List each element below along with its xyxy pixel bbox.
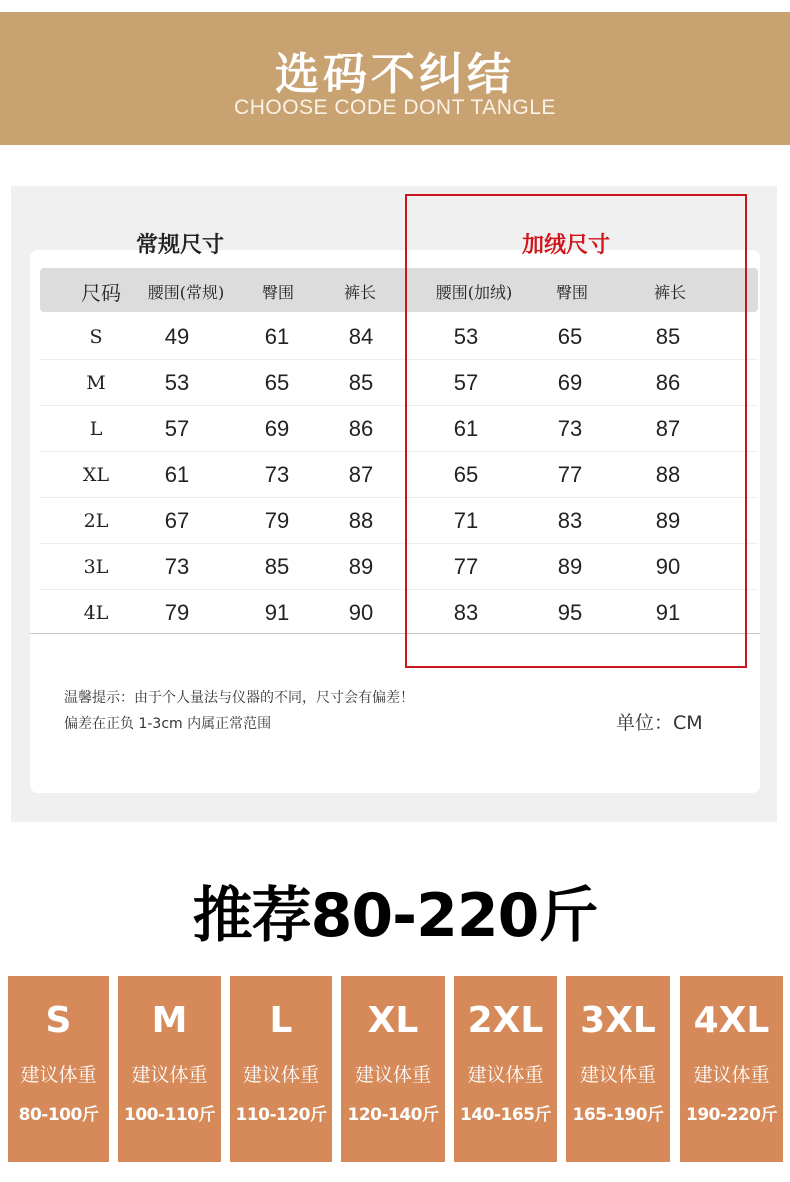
tile-weight-range: 80-100斤: [18, 1105, 99, 1125]
size-code-cell: 3L: [83, 556, 109, 578]
banner-subtitle: CHOOSE CODE DONT TANGLE: [234, 96, 556, 119]
tip-line-1: 温馨提示：由于个人量法与仪器的不同，尺寸会有偏差！: [64, 690, 414, 706]
banner-title: 选码不纠结: [275, 49, 515, 100]
header-banner: [0, 12, 790, 145]
fleece-size-title: 加绒尺寸: [522, 232, 611, 258]
size-code-cell: 4L: [83, 602, 109, 624]
tile-weight-range: 165-190斤: [572, 1105, 664, 1125]
measurement-cell: 88: [655, 462, 681, 487]
measurement-cell: 79: [264, 508, 290, 533]
measurement-cell: 86: [655, 370, 681, 395]
measurement-cell: 85: [348, 370, 374, 395]
measurement-cell: 87: [348, 462, 374, 487]
size-weight-tile: [118, 976, 221, 1162]
tile-weight-label: 建议体重: [20, 1064, 97, 1086]
measurement-cell: 85: [655, 324, 681, 349]
measurement-cell: 86: [348, 416, 374, 441]
size-weight-tile: [454, 976, 557, 1162]
tile-weight-label: 建议体重: [467, 1064, 544, 1086]
measurement-cell: 90: [655, 554, 681, 579]
tile-weight-range: 110-120斤: [235, 1105, 327, 1125]
fleece-highlight-box: [405, 194, 747, 668]
measurement-cell: 71: [453, 508, 479, 533]
measurement-cell: 57: [453, 370, 479, 395]
normal-size-title: 常规尺寸: [136, 232, 225, 258]
tile-size-code: L: [269, 1000, 293, 1041]
measurement-cell: 77: [453, 554, 479, 579]
unit-label: 单位：CM: [616, 712, 703, 734]
measurement-cell: 91: [655, 600, 681, 625]
header-waist-fleece: 腰围(加绒): [435, 283, 513, 302]
measurement-cell: 69: [264, 416, 290, 441]
tile-size-code: 2XL: [467, 1000, 544, 1041]
measurement-cell: 53: [453, 324, 479, 349]
header-length-fleece: 裤长: [653, 283, 687, 302]
measurement-cell: 89: [348, 554, 374, 579]
measurement-cell: 73: [264, 462, 290, 487]
measurement-cell: 89: [655, 508, 681, 533]
tile-size-code: 4XL: [693, 1000, 770, 1041]
tip-line-2: 偏差在正负 1-3cm 内属正常范围: [64, 716, 272, 732]
tile-weight-label: 建议体重: [131, 1064, 208, 1086]
measurement-cell: 91: [264, 600, 290, 625]
measurement-cell: 57: [164, 416, 190, 441]
size-weight-tile: [680, 976, 783, 1162]
size-code-cell: 2L: [83, 510, 109, 532]
size-code-cell: XL: [82, 464, 110, 486]
measurement-cell: 61: [453, 416, 479, 441]
header-length-normal: 裤长: [343, 283, 377, 302]
measurement-cell: 89: [557, 554, 583, 579]
measurement-cell: 67: [164, 508, 190, 533]
header-size: 尺码: [81, 281, 121, 305]
size-weight-tile: [8, 976, 109, 1162]
tile-size-code: 3XL: [580, 1000, 656, 1041]
tile-weight-label: 建议体重: [579, 1064, 656, 1086]
measurement-cell: 84: [348, 324, 374, 349]
measurement-cell: 61: [164, 462, 190, 487]
measurement-cell: 61: [264, 324, 290, 349]
tile-weight-label: 建议体重: [693, 1064, 770, 1086]
tile-weight-range: 120-140斤: [347, 1105, 439, 1125]
size-code-cell: S: [89, 326, 103, 348]
tile-size-code: XL: [367, 1000, 419, 1041]
tile-weight-range: 140-165斤: [459, 1105, 552, 1125]
measurement-cell: 49: [164, 324, 190, 349]
measurement-cell: 79: [164, 600, 190, 625]
measurement-cell: 73: [557, 416, 583, 441]
tile-weight-range: 190-220斤: [685, 1105, 778, 1125]
recommend-weight-heading: 推荐80-220斤: [192, 881, 598, 951]
size-weight-tile: [566, 976, 670, 1162]
size-code-cell: M: [86, 372, 106, 394]
measurement-cell: 77: [557, 462, 583, 487]
measurement-cell: 69: [557, 370, 583, 395]
measurement-cell: 53: [164, 370, 190, 395]
size-code-cell: L: [89, 418, 103, 440]
tile-weight-range: 100-110斤: [123, 1105, 216, 1125]
measurement-cell: 90: [348, 600, 374, 625]
measurement-cell: 88: [348, 508, 374, 533]
measurement-cell: 83: [453, 600, 479, 625]
tile-size-code: S: [45, 1000, 72, 1041]
tile-weight-label: 建议体重: [354, 1064, 431, 1086]
measurement-cell: 83: [557, 508, 583, 533]
header-waist-normal: 腰围(常规): [147, 283, 225, 302]
measurement-cell: 85: [264, 554, 290, 579]
tile-weight-label: 建议体重: [242, 1064, 319, 1086]
measurement-cell: 73: [164, 554, 190, 579]
measurement-cell: 65: [453, 462, 479, 487]
header-hip-fleece: 臀围: [555, 283, 589, 302]
header-hip-normal: 臀围: [261, 283, 295, 302]
tile-size-code: M: [151, 1000, 188, 1041]
measurement-cell: 95: [557, 600, 583, 625]
measurement-cell: 87: [655, 416, 681, 441]
measurement-cell: 65: [557, 324, 583, 349]
size-weight-tile: [341, 976, 445, 1162]
measurement-cell: 65: [264, 370, 290, 395]
size-weight-tile: [230, 976, 332, 1162]
